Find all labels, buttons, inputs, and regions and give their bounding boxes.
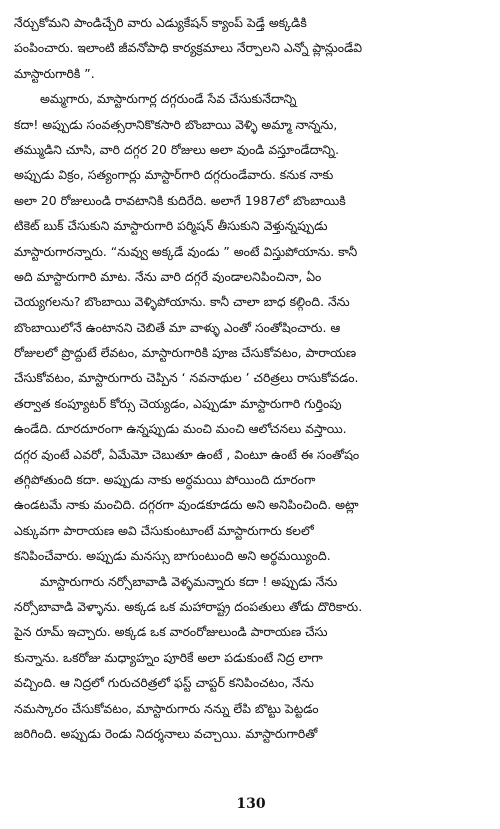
page-number: 130	[236, 796, 266, 812]
text-line: నేర్చుకోమని పాండిచ్చేరి వారు ఎడ్యుకేషన్ క్యాంప్ పెడ్తే అక్కడికి	[14, 15, 307, 30]
text-line: తర్వాత కంప్యూటర్ కోర్సు చెయ్యడం, ఎప్పుడూ మాస్టారుగారి గుర్తింపు	[14, 395, 342, 411]
text-line: కున్నాను. ఒకరోజు మధ్యాహ్నం పూరికే అలా పడుకుంటే నిద్ర లాగా	[14, 649, 323, 665]
text-line: జరిగింది. అప్పుడు రెండు నిదర్శనాలు వచ్చాయి. మాస్టారుగారితో	[14, 725, 318, 741]
body-text	[14, 10, 488, 785]
text-line: పైన రూమ్ ఇచ్చారు. అక్కడ ఒక వారంరోజులుండి పారాయణ చేసు	[14, 624, 328, 640]
text-line: నర్సోబావాడి వెళ్ళాను. అక్కడ ఒక మహారాష్ట్ర దంపతులు తోడు దొరికారు.	[14, 598, 363, 614]
text-line: అది మాస్టారుగారి మాట. నేను వారి దగ్గరే వుండాలనిపించినా, ఏం	[14, 268, 322, 284]
text-line: వచ్చింది. ఆ నిద్రలో గురుచరిత్రలో ఫస్ట్ చాప్టర్ కనిపించటం, నేను	[14, 675, 314, 691]
text-line: అప్పుడు విక్రం, సత్యంగార్లు మాస్టార్‌గారి దగ్గరుండేవారు. కనుక నాకు	[14, 167, 334, 183]
text-line: బొంబాయిలోనే ఉంటానని చెబితే మా వాళ్ళు ఎంతో సంతోషించారు. ఆ	[14, 319, 341, 335]
text-line: మాస్టారుగారికి ”.	[14, 65, 95, 81]
book-page	[14, 10, 488, 822]
text-line: రోజులలో ప్రొద్దుటే లేవటం, మాస్టారుగారికి పూజ చేసుకోవటం, పారాయణ	[14, 345, 357, 361]
text-line: కనిపించేవారు. అప్పుడు మనస్సు బాగుంటుంది అని అర్థమయ్యింది.	[14, 548, 331, 564]
text-line: తగ్గిపోతుంది కదా. అప్పుడు నాకు అర్ధమయి పోయింది దూరంగా	[14, 472, 316, 488]
text-line: ఎక్కువగా పారాయణ అవి చేసుకుంటూంటే మాస్టారుగారు కలలో	[14, 522, 314, 538]
text-line: టికెట్ బుక్ చేసుకుని మాస్టారుగారి పర్మిషన్ తీసుకుని వెళ్తున్నప్పుడు	[14, 218, 328, 234]
text-line: అలా 20 రోజులుండి రావటానికి కుదిరేది. అలాగే 1987లో బొంబాయికి	[14, 192, 346, 208]
text-line: ఉండటమే నాకు మంచిది. దగ్గరగా వుండకూడదు అని అనిపించింది. అట్లా	[14, 497, 359, 513]
text-line: చేసుకోవటం, మాస్టారుగారు చెప్పిన ‘ నవనాథుల ’ చరిత్రలు రాసుకోవడం.	[14, 370, 359, 386]
text-line: కదా! అప్పుడు సంవత్సరానికొకసారి బొంబాయి వెళ్ళి అమ్మా నాన్నను,	[14, 116, 338, 132]
text-line: చెయ్యగలను? బొంబాయి వెళ్ళిపోయాను. కానీ చాలా బాధ కల్గింది. నేను	[14, 294, 350, 310]
text-line: నమస్కారం చేసుకోవటం, మాస్టారుగారు నన్ను లేపి బొట్టు పెట్టడం	[14, 700, 319, 716]
text-line: మాస్టారుగారు నర్సోబావాడి వెళ్ళమన్నారు కదా ! అప్పుడు నేను	[40, 573, 338, 589]
text-line: దగ్గర వుంటే ఎవరో, ఏమేమో చెబుతూ ఉంటే , వింటూ ఉంటే ఈ సంతోషం	[14, 446, 360, 462]
text-line: పంపించారు. ఇలాంటి జీవనోపాధి కార్యక్రమాలు నేర్పాలని ఎన్నో ప్లాన్లుండేవి	[14, 40, 363, 56]
text-line: అమ్మగారు, మాస్టారుగార్ల దగ్గరుండే సేవ చేసుకునేదాన్ని	[40, 91, 297, 107]
text-line: ఉండేది. దూరదూరంగా ఉన్నప్పుడు మంచి మంచి ఆలోచనలు వస్తాయి.	[14, 421, 347, 437]
text-line: మాస్టారుగారన్నారు. “నువ్వు అక్కడే వుండు ” అంటే విస్తుపోయాను. కానీ	[14, 243, 358, 259]
text-line: తమ్ముడిని చూసి, వారి దగ్గర 20 రోజులు అలా వుండి వస్తూండేదాన్ని.	[14, 141, 340, 157]
